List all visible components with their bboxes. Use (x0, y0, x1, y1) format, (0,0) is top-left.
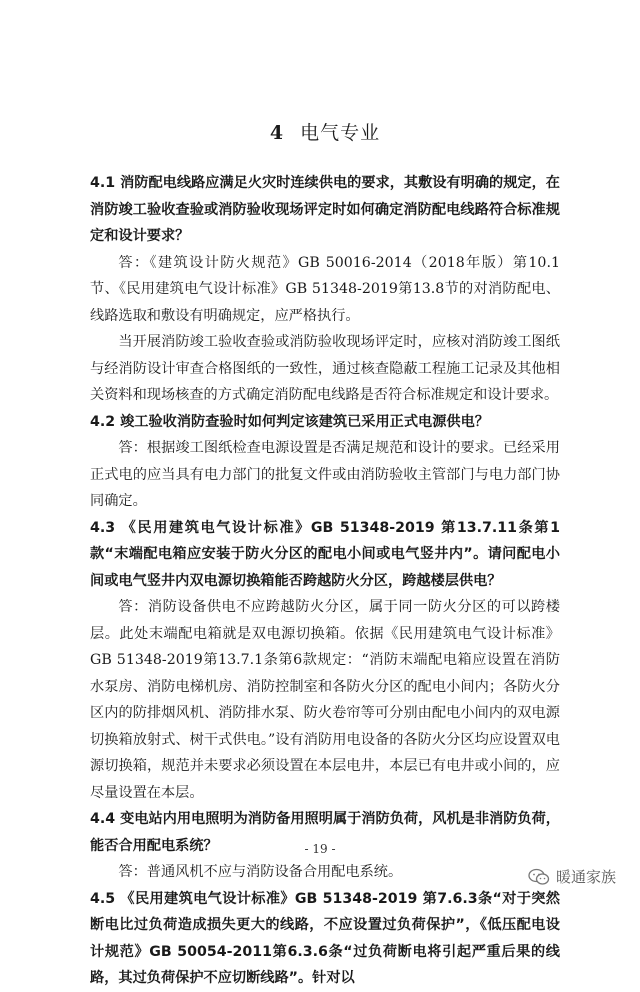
chapter-number: 4 (269, 122, 285, 144)
question-4-1: 4.1 消防配电线路应满足火灾时连续供电的要求，其敷设有明确的规定，在消防竣工验收查验或消防验收现场评定时如何确定消防配电线路符合标准规定和设计要求？ (90, 175, 560, 244)
answer-paragraph: 答：普通风机不应与消防设备合用配电系统。 (118, 864, 403, 880)
wechat-watermark (528, 866, 616, 887)
watermark-text: 暖通家族 (555, 868, 616, 886)
chapter-heading (90, 118, 560, 145)
question-4-2: 4.2 竣工验收消防查验时如何判定该建筑已采用正式电源供电？ (90, 413, 489, 430)
answer-paragraph: 答：根据竣工图纸检查电源设置是否满足规范和设计的要求。已经采用正式电的应当具有电力部门的批复文件或由消防验收主管部门与电力部门协同确定。 (90, 440, 560, 509)
answer-paragraph: 答：消防设备供电不应跨越防火分区，属于同一防火分区的可以跨楼层。此处末端配电箱就是双电源切换箱。依据《民用建筑电气设计标准》GB 51348-2019第13.7.1条第6款规定：“消防末端配电箱应设置在消防水泵房、消防电梯机房、消防控制室和各防火分区的配电小间内；各防火分区内的防排烟风机、消防排水泵、防火卷帘等可分别由配电小间内的双电源切换箱放射式、树干式供电。”设有消防用电设备的各防火分区均应设置双电源切换箱，规范并未要求必须设置在本层电井，本层已有电井或小间的，应尽量设置在本层。 (90, 599, 560, 801)
question-4-4: 4.4 变电站内用电照明为消防备用照明属于消防负荷，风机是非消防负荷，能否合用配电系统？ (90, 811, 560, 854)
answer-paragraph: 当开展消防竣工验收查验或消防验收现场评定时，应核对消防竣工图纸与经消防设计审查合格图纸的一致性，通过核查隐蔽工程施工记录及其他相关资料和现场核查的方式确定消防配电线路是否符合标准规定和设计要求。 (90, 334, 560, 403)
page-number: - 19 - (304, 842, 336, 856)
question-4-5: 4.5 《民用建筑电气设计标准》GB 51348-2019 第7.6.3条“对于突然断电比过负荷造成损失更大的线路，不应设置过负荷保护”，《低压配电设计规范》GB 50054-2011第6.3.6条“过负荷断电将引起严重后果的线路，其过负荷保护不应切断线路”。针对以 (90, 890, 560, 986)
chapter-title: 电气专业 (300, 122, 381, 144)
document-body (90, 170, 560, 992)
answer-paragraph: 答：《建筑设计防火规范》GB 50016-2014（2018年版）第10.1节、《民用建筑电气设计标准》GB 51348-2019第13.8节的对消防配电、线路选取和敷设有明确规定，应严格执行。 (90, 254, 560, 324)
wechat-icon (528, 868, 550, 886)
question-4-3: 4.3 《民用建筑电气设计标准》GB 51348-2019 第13.7.11条第1款“末端配电箱应安装于防火分区的配电小间或电气竖井内”。请问配电小间或电气竖井内双电源切换箱能否跨越防火分区，跨越楼层供电？ (90, 519, 560, 589)
